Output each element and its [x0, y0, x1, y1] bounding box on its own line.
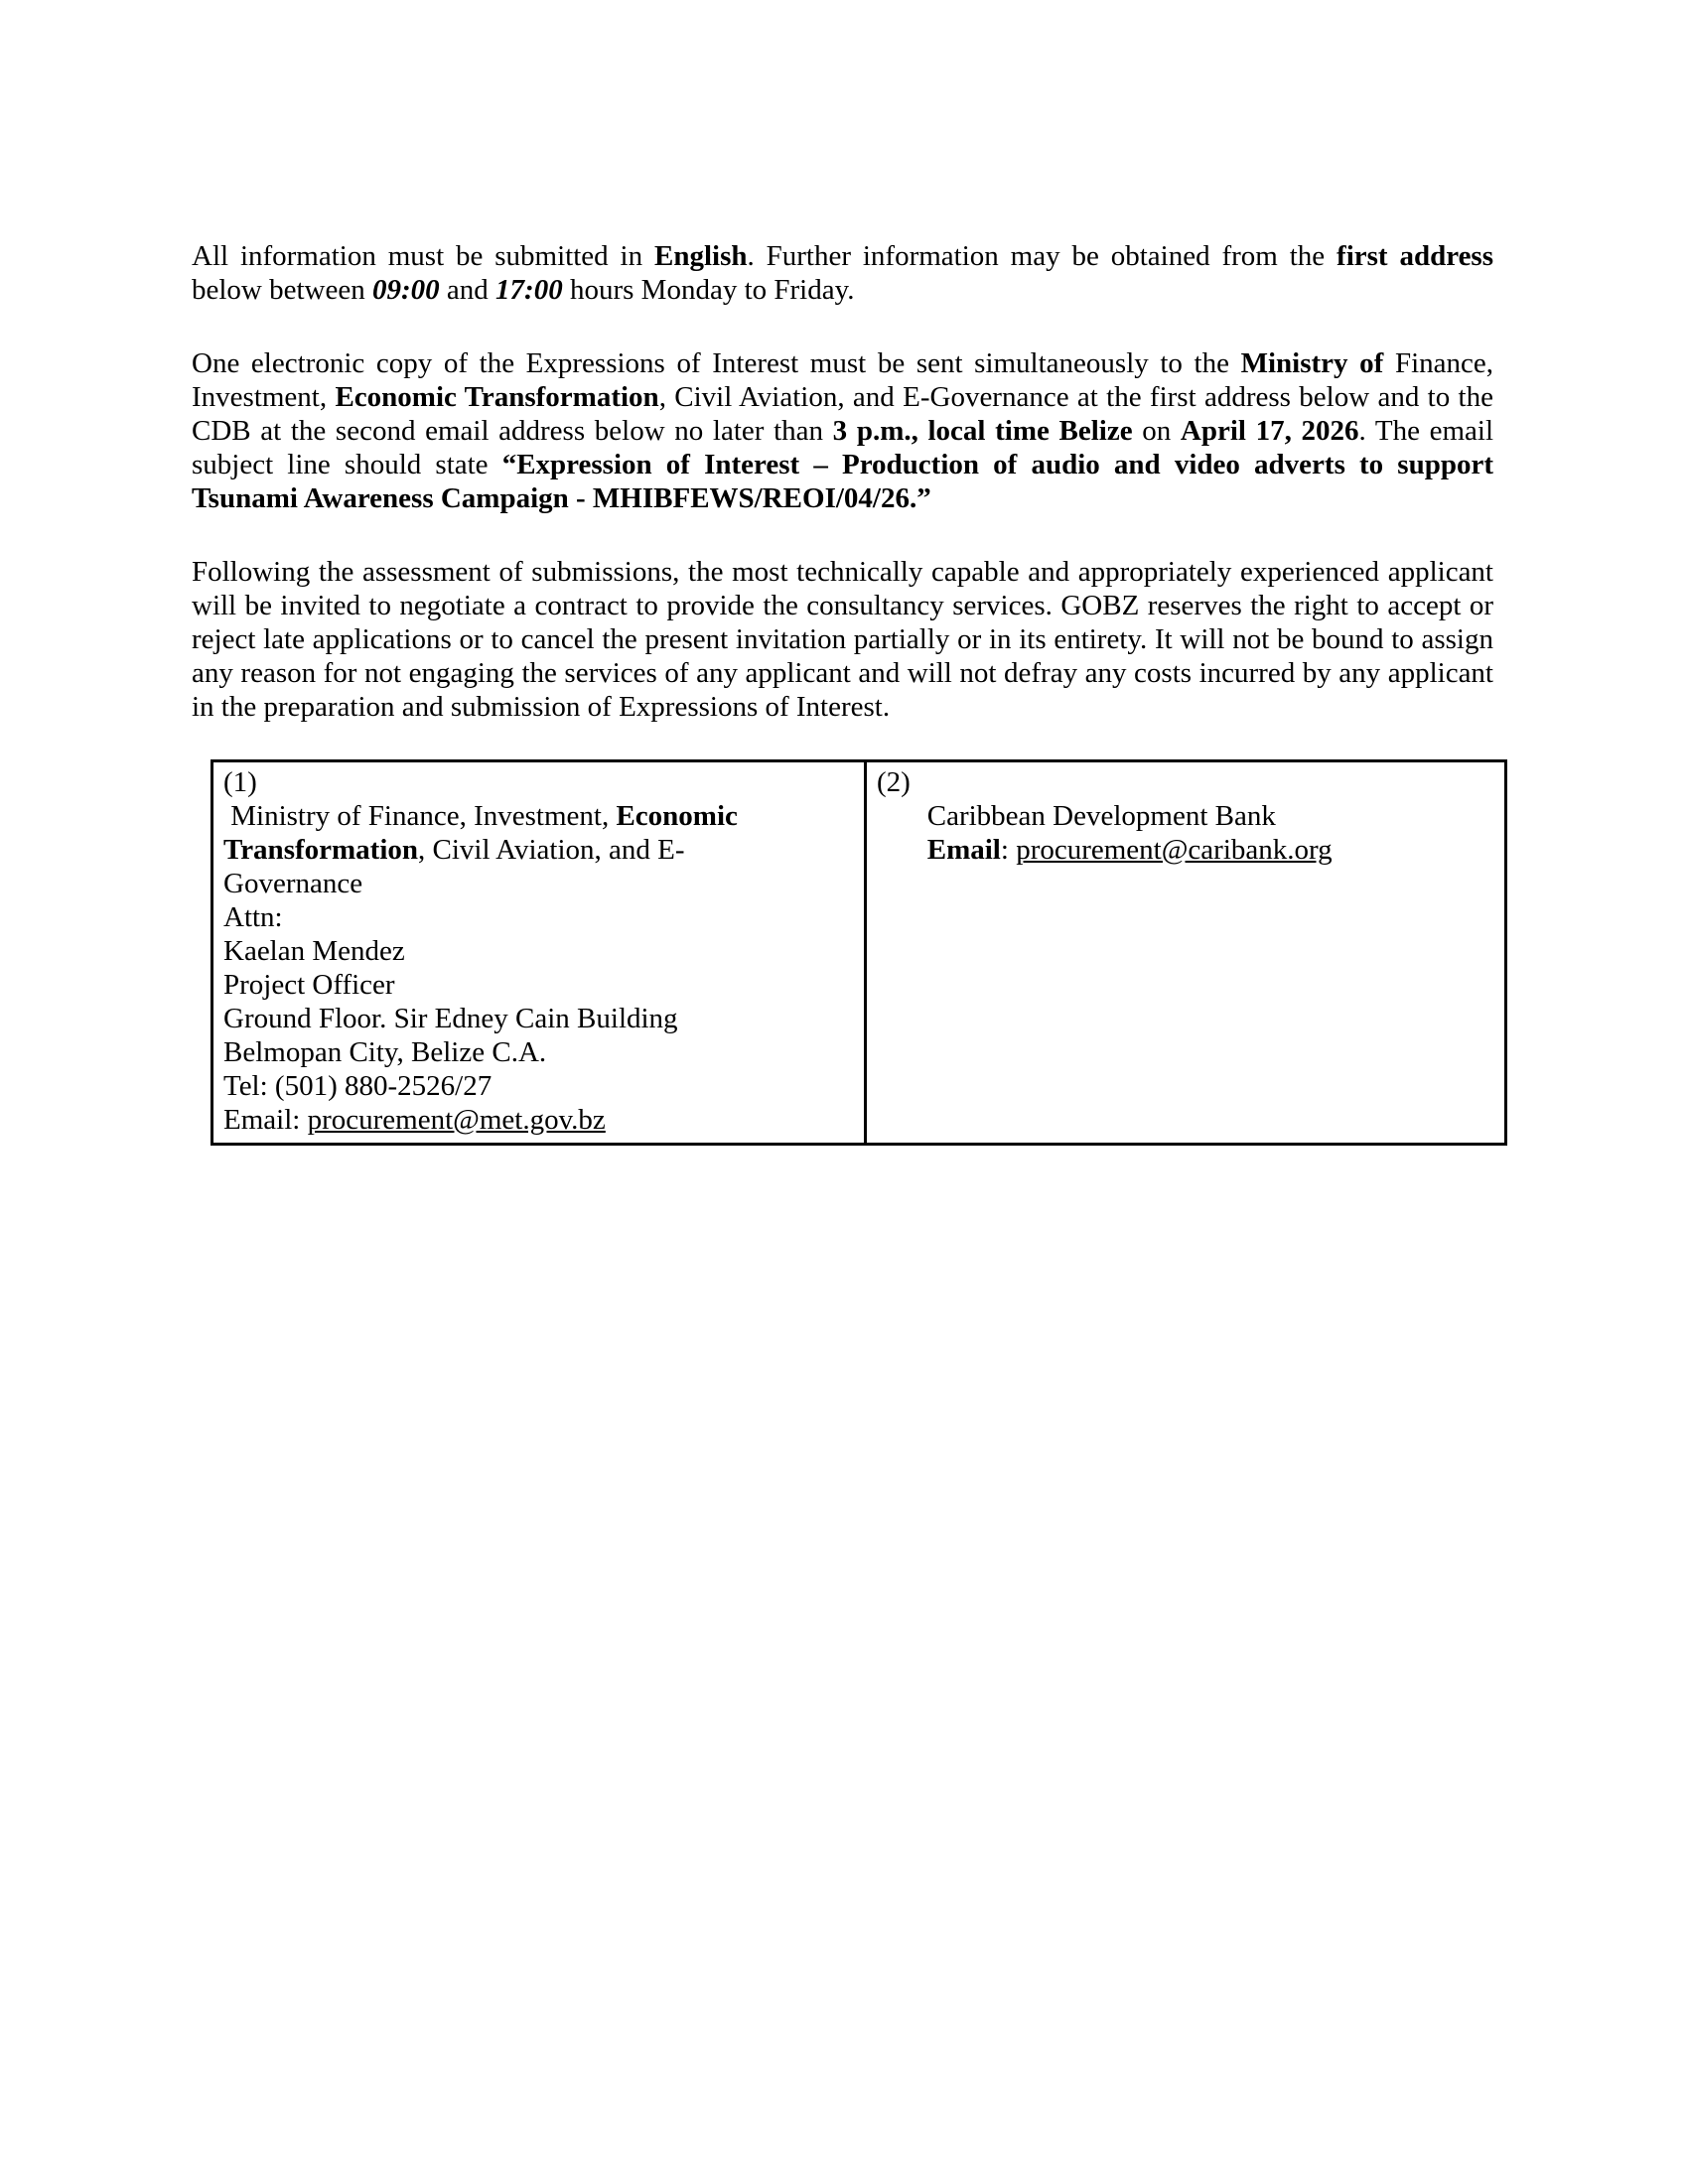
text-run: . The email subject line should state [192, 415, 1494, 480]
text-run: hours Monday to Friday. [562, 274, 855, 306]
text-run: Email [926, 834, 1001, 866]
table-line [223, 934, 854, 968]
table-line [223, 867, 854, 900]
table-line [223, 968, 854, 1002]
email-link-met-gov-bz[interactable]: procurement@met.gov.bz [307, 1104, 606, 1136]
text-run: Ministry of [1240, 347, 1384, 379]
body-text [192, 239, 1493, 1146]
text-run: Governance [223, 868, 363, 899]
paragraph-submission-instructions [192, 346, 1493, 515]
table-line [877, 799, 1494, 833]
contact-address-table-body [212, 761, 1506, 1145]
text-run [877, 834, 927, 866]
text-run: (1) [223, 766, 257, 798]
text-run: All information must be submitted in [192, 240, 654, 272]
table-line [223, 1103, 854, 1137]
address-cell-cdb [866, 761, 1506, 1145]
table-line [223, 900, 854, 934]
text-run: 09:00 [372, 274, 440, 306]
text-run: Caribbean Development Bank [877, 800, 1276, 832]
text-run: Ministry of Finance, Investment, [223, 800, 617, 832]
text-run: , Civil Aviation, and E-Governance at the first address below and to the CDB at the second email address below no later than [192, 381, 1493, 447]
text-run: Economic [616, 800, 738, 832]
text-run: below between [192, 274, 372, 306]
text-run: Attn: [223, 901, 283, 933]
table-line [223, 1035, 854, 1069]
email-link-caribank[interactable]: procurement@caribank.org [1016, 834, 1333, 866]
text-run: Email: [223, 1104, 308, 1136]
contact-address-table [211, 759, 1507, 1146]
table-line [223, 833, 854, 867]
text-run: 3 p.m., local time Belize [832, 415, 1133, 447]
table-line [223, 1002, 854, 1035]
table-line [223, 799, 854, 833]
paragraph-language-info [192, 239, 1493, 307]
table-line [877, 833, 1494, 867]
table-line [223, 1069, 854, 1103]
text-run: : [1000, 834, 1017, 866]
text-run: Ground Floor. Sir Edney Cain Building [223, 1003, 678, 1034]
text-run: on [1132, 415, 1181, 447]
text-run: (2) [877, 766, 911, 798]
address-cell-ministry [212, 761, 866, 1145]
text-run: April 17, 2026 [1180, 415, 1359, 447]
text-run: Belmopan City, Belize C.A. [223, 1036, 547, 1068]
text-run: , Civil Aviation, and E- [418, 834, 685, 866]
text-run: . Further information may be obtained from the [747, 240, 1337, 272]
contact-address-row [212, 761, 1506, 1145]
table-line [223, 765, 854, 799]
table-line [877, 765, 1494, 799]
text-run: Kaelan Mendez [223, 935, 405, 967]
text-run: Following the assessment of submissions, the most technically capable and appropriately experienced applicant will be invited to negotiate a contract to provide the consultancy services. GOBZ reserves the right to accept or reject late applications or to cancel the present invitation partially or in its entirety. It will not be bound to assign any reason for not engaging the services of any applicant and will not defray any costs incurred by any applicant in the preparation and submission of Expressions of Interest. [192, 556, 1493, 723]
text-run: first address [1336, 240, 1494, 272]
text-run: One electronic copy of the Expressions of Interest must be sent simultaneously to the [192, 347, 1241, 379]
text-run: and [439, 274, 496, 306]
text-run: 17:00 [495, 274, 563, 306]
text-run: “Expression of Interest – Production of audio and video adverts to support Tsunami Awareness Campaign - MHIBFEWS/REOI/04/26.” [192, 449, 1493, 514]
text-run: Economic Transformation [335, 381, 659, 413]
text-run: Transformation [223, 834, 419, 866]
paragraph-assessment-notice [192, 555, 1493, 724]
text-run: Finance, Investment, [192, 347, 1493, 413]
text-run: English [653, 240, 748, 272]
text-run: Project Officer [223, 969, 395, 1001]
text-run: Tel: (501) 880-2526/27 [223, 1070, 492, 1102]
